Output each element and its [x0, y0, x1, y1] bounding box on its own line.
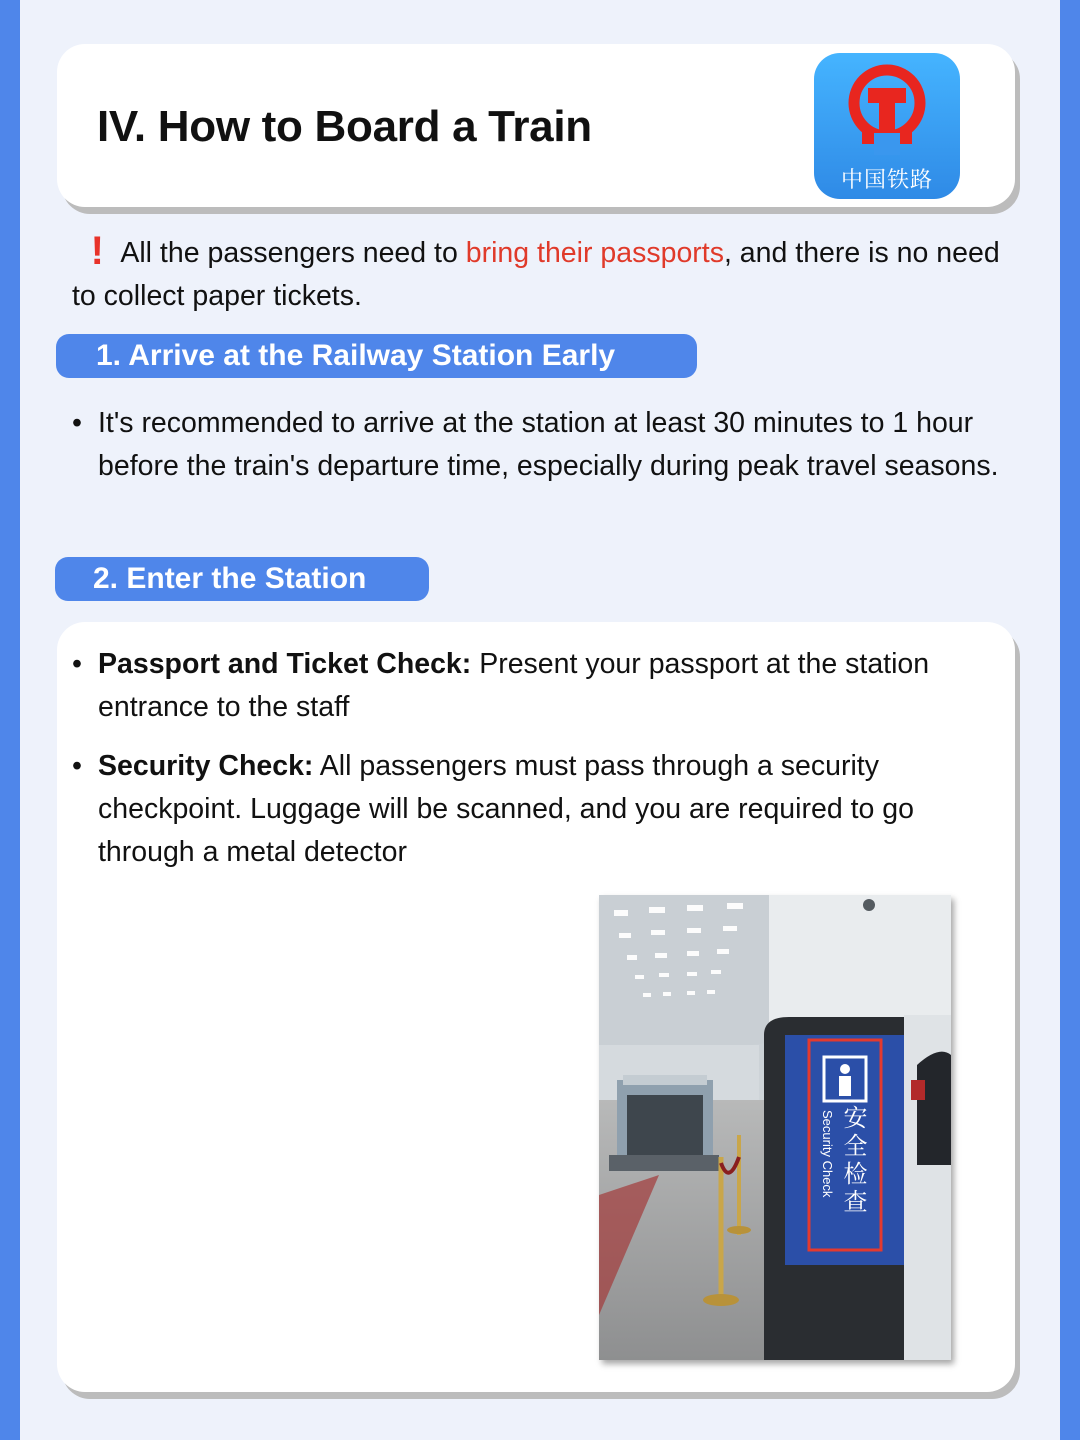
station-scene-illustration — [599, 895, 951, 1360]
notice-text-after: , and there is no need to collect paper tickets. — [72, 237, 1000, 312]
bullet-text: It's recommended to arrive at the station at least 30 minutes to 1 hour before the train's departure time, especially during peak travel seasons. — [98, 407, 999, 482]
notice-text-before: All the passengers need to — [114, 237, 466, 269]
left-accent-bar — [0, 0, 20, 1440]
list-item — [72, 402, 1007, 488]
enter-station-list — [72, 643, 1002, 890]
railway-emblem-icon — [844, 63, 930, 155]
page-title: IV. How to Board a Train — [97, 102, 592, 151]
bullet-icon: • — [72, 750, 82, 782]
security-check-photo — [599, 895, 951, 1360]
title-card — [57, 44, 1015, 207]
logo-caption: 中国铁路 — [840, 167, 933, 192]
bullet-text: Present your passport at the station entrance to the staff — [98, 648, 930, 723]
bullet-icon: • — [72, 407, 82, 439]
list-item — [72, 643, 1002, 729]
bullet-icon: • — [72, 648, 82, 680]
exclamation-icon: ! — [90, 229, 104, 273]
security-sign-english: Security Check — [820, 1110, 835, 1198]
right-accent-bar — [1060, 0, 1080, 1440]
arrive-early-list — [72, 402, 1007, 488]
section-heading-arrive-early: 1. Arrive at the Railway Station Early — [56, 334, 697, 378]
section-heading-enter-station: 2. Enter the Station — [55, 557, 429, 601]
notice-highlight: bring their passports — [465, 237, 724, 269]
china-railway-logo-icon — [814, 53, 960, 199]
bullet-text: All passengers must pass through a security checkpoint. Luggage will be scanned, and you are required to go through a metal detector — [98, 750, 914, 868]
bullet-label: Passport and Ticket Check: — [98, 648, 472, 680]
passport-notice — [72, 229, 1002, 318]
list-item — [72, 745, 1002, 874]
security-sign-chinese: 安全检查 — [839, 1105, 866, 1217]
bullet-label: Security Check: — [98, 750, 314, 782]
enter-station-card — [57, 622, 1015, 1392]
